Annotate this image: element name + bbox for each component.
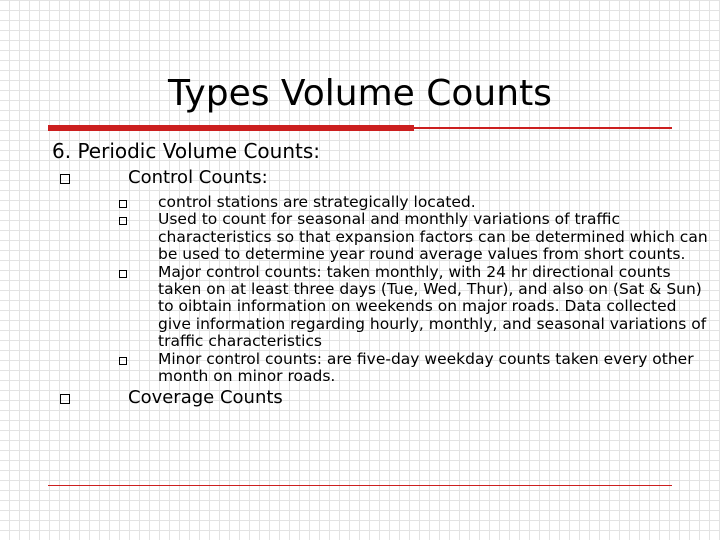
square-bullet-icon [60, 394, 70, 404]
bullet-list [52, 167, 712, 409]
sub-list-item [52, 211, 712, 263]
square-bullet-icon [119, 200, 127, 208]
sub-list-item-text: Minor control counts: are five-day weekday counts taken every other month on minor roads. [158, 349, 694, 386]
sub-list-item-text: Used to count for seasonal and monthly variations of traffic characteristics so that expansion factors can be determined which can be used to determine year round average values from short counts. [158, 210, 708, 264]
title-underline-thin [414, 127, 672, 129]
sub-list-item [52, 194, 712, 211]
square-bullet-icon [119, 270, 127, 278]
square-bullet-icon [119, 217, 127, 225]
sub-list-item-text: Major control counts: taken monthly, with 24 hr directional counts taken on at least three days (Tue, Wed, Thur), and also on (Sat & Sun) to oibtain information on weekends on major roads. Data collected give information regarding hourly, monthly, and seasonal variations of traffic characteristics [158, 262, 707, 351]
sub-list-item-text: control stations are strategically located. [158, 193, 476, 211]
title-underline-thick [48, 125, 414, 131]
sub-list-item [52, 351, 712, 386]
list-item-label: Control Counts: [128, 167, 268, 188]
slide-body [52, 138, 712, 409]
square-bullet-icon [119, 357, 127, 365]
sub-bullet-list [52, 194, 712, 385]
section-heading: 6. Periodic Volume Counts: [52, 139, 321, 163]
list-item-control-counts [52, 167, 712, 385]
list-item-coverage-counts [52, 387, 712, 409]
square-bullet-icon [60, 174, 70, 184]
slide-title: Types Volume Counts [168, 73, 552, 114]
bottom-divider [48, 485, 672, 486]
sub-list-item [52, 264, 712, 351]
list-item-label: Coverage Counts [128, 387, 283, 409]
